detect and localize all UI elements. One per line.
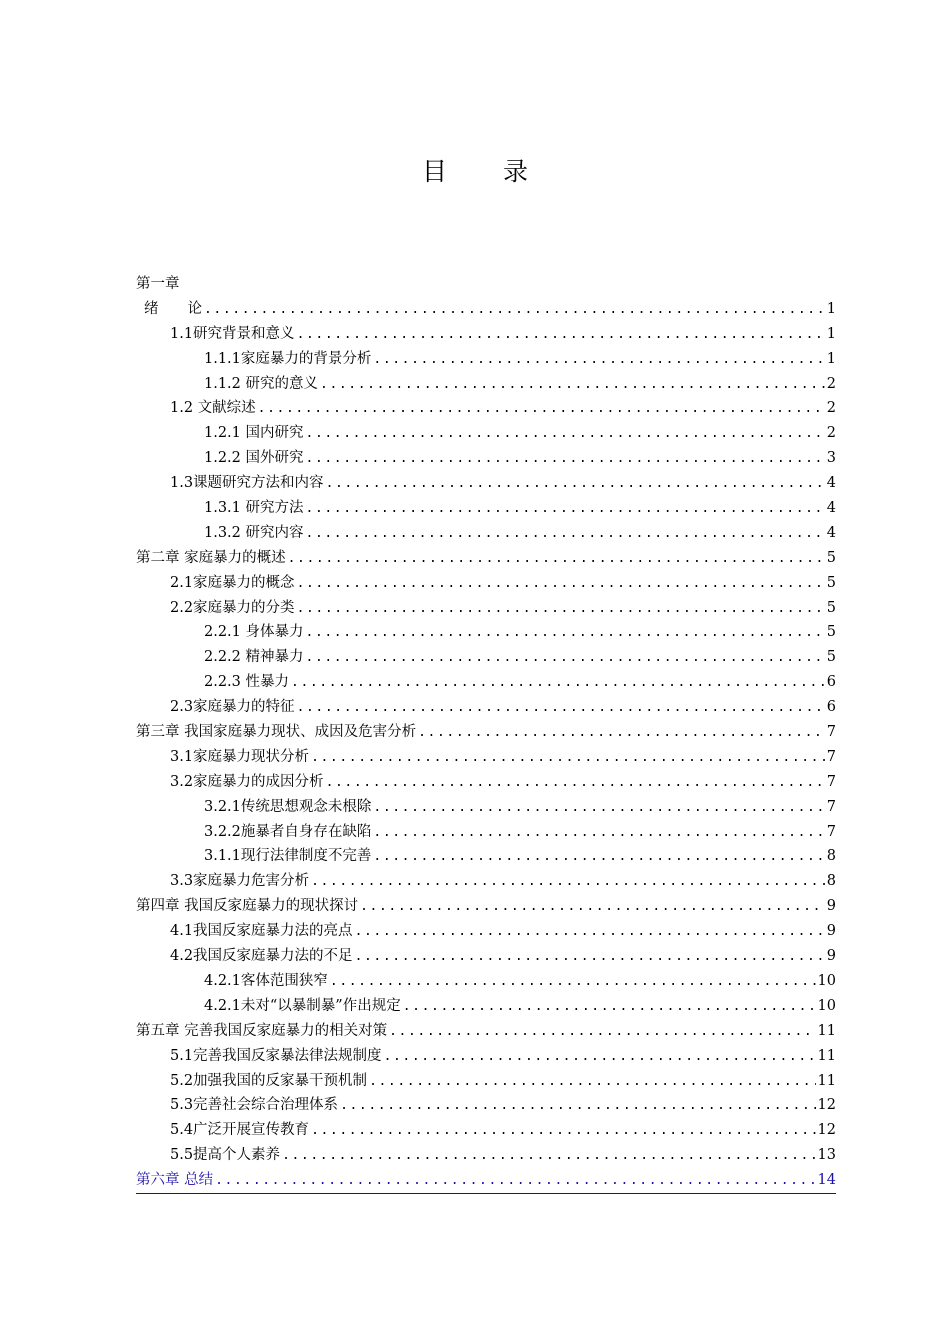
toc-entry[interactable] [136, 770, 836, 795]
toc-entry-label: 4.1我国反家庭暴力法的亮点 [170, 919, 355, 944]
dot-leader [355, 945, 825, 970]
dot-leader [373, 845, 824, 870]
toc-page-number: 14 [817, 1172, 836, 1189]
toc-entry-label: 1.2 文献综述 [170, 396, 258, 421]
toc-entry-label: 第三章 我国家庭暴力现状、成因及危害分析 [136, 720, 418, 745]
toc-entry[interactable] [136, 1069, 836, 1094]
toc-entry-label: 4.2我国反家庭暴力法的不足 [170, 944, 355, 969]
toc-entry-label: 5.3完善社会综合治理体系 [170, 1093, 340, 1118]
toc-entry[interactable] [136, 446, 836, 471]
toc-page-number: 10 [817, 972, 836, 989]
dot-leader [297, 323, 825, 348]
dot-leader [306, 646, 825, 671]
toc-entry-label: 3.1家庭暴力现状分析 [170, 745, 311, 770]
dot-leader [320, 373, 825, 398]
dot-leader [306, 422, 825, 447]
toc-entry-label: 第四章 我国反家庭暴力的现状探讨 [136, 894, 360, 919]
toc-entry-label: 1.3.1 研究方法 [204, 496, 306, 521]
toc-entry-label: 2.3家庭暴力的特征 [170, 695, 297, 720]
toc-entry-label: 3.2家庭暴力的成因分析 [170, 770, 326, 795]
toc-entry-label: 1.3.2 研究内容 [204, 521, 306, 546]
toc-entry[interactable] [136, 297, 836, 322]
dot-leader [373, 796, 824, 821]
toc-entry[interactable] [136, 347, 836, 372]
dot-leader [373, 821, 824, 846]
dot-leader [330, 970, 816, 995]
dot-leader [297, 572, 825, 597]
toc-entry[interactable] [136, 944, 836, 969]
toc-page-number: 11 [817, 1072, 836, 1089]
toc-entry[interactable] [136, 1019, 836, 1044]
toc-page-number: 8 [826, 873, 836, 890]
dot-leader [326, 472, 825, 497]
dot-leader [311, 1119, 815, 1144]
toc-entry-label: 1.1.2 研究的意义 [204, 372, 320, 397]
dot-leader [306, 522, 825, 547]
toc-entry[interactable] [136, 745, 836, 770]
dot-leader [258, 397, 825, 422]
toc-entry-label: 1.3课题研究方法和内容 [170, 471, 326, 496]
toc-page-number: 2 [826, 400, 836, 417]
toc-page-number: 11 [817, 1022, 836, 1039]
toc-entry-label: 5.5提高个人素养 [170, 1143, 282, 1168]
toc-entry[interactable] [136, 1093, 836, 1118]
toc-entry[interactable] [136, 396, 836, 421]
toc-entry-label: 2.2.2 精神暴力 [204, 645, 306, 670]
toc-page-number: 5 [826, 624, 836, 641]
toc-page-number: 10 [817, 997, 836, 1014]
toc-entry-label: 3.2.1传统思想观念未根除 [204, 795, 373, 820]
toc-entry-label: 3.1.1现行法律制度不完善 [204, 844, 373, 869]
toc-entry-chapter-1-heading [136, 272, 836, 297]
dot-leader [326, 771, 825, 796]
toc-entry-label: 2.1家庭暴力的概念 [170, 571, 297, 596]
dot-leader [306, 621, 825, 646]
toc-page-number: 9 [826, 948, 836, 965]
dot-leader [373, 348, 824, 373]
toc-entry[interactable] [136, 421, 836, 446]
toc-page-number: 6 [826, 674, 836, 691]
toc-entry[interactable] [136, 620, 836, 645]
toc-page-number: 12 [817, 1122, 836, 1139]
toc-entry-label: 1.1研究背景和意义 [170, 322, 297, 347]
dot-leader [288, 547, 825, 572]
toc-entry[interactable] [136, 471, 836, 496]
dot-leader [389, 1020, 815, 1045]
toc-page-number: 9 [826, 898, 836, 915]
toc-entry-label: 1.2.1 国内研究 [204, 421, 306, 446]
toc-entry[interactable] [136, 322, 836, 347]
toc-entry[interactable] [136, 919, 836, 944]
toc-page-number: 7 [826, 798, 836, 815]
toc-entry[interactable] [136, 571, 836, 596]
dot-leader [369, 1070, 815, 1095]
toc-page-number: 4 [826, 500, 836, 517]
page-title: 目 录 [422, 157, 552, 186]
toc-entry-label: 1.1.1家庭暴力的背景分析 [204, 347, 373, 372]
dot-leader [355, 920, 825, 945]
toc-entry[interactable] [136, 969, 836, 994]
dot-leader [311, 746, 825, 771]
toc-entry[interactable] [136, 596, 836, 621]
toc-entry[interactable] [136, 695, 836, 720]
toc-entry[interactable] [136, 720, 836, 745]
toc-entry-label: 2.2.1 身体暴力 [204, 620, 306, 645]
toc-page-number: 4 [826, 475, 836, 492]
toc-entry-label: 1.2.2 国外研究 [204, 446, 306, 471]
toc-entry[interactable] [136, 894, 836, 919]
toc-entry[interactable] [136, 795, 836, 820]
toc-entry-label: 3.2.2施暴者自身存在缺陷 [204, 820, 373, 845]
toc-entry-label: 第五章 完善我国反家庭暴力的相关对策 [136, 1019, 389, 1044]
dot-leader [291, 671, 825, 696]
toc-entry[interactable] [136, 670, 836, 695]
toc-page-number: 2 [826, 375, 836, 392]
toc-entry[interactable] [136, 1044, 836, 1069]
toc-entry-label: 绪 论 [144, 297, 204, 322]
toc-page-number: 1 [826, 325, 836, 342]
toc-entry-link[interactable] [136, 1168, 836, 1194]
dot-leader [384, 1045, 816, 1070]
dot-leader [306, 447, 825, 472]
toc-page-number: 7 [826, 724, 836, 741]
dot-leader [282, 1144, 815, 1169]
dot-leader [215, 1169, 815, 1194]
toc-entry-label: 2.2.3 性暴力 [204, 670, 291, 695]
toc-entry-label: 第二章 家庭暴力的概述 [136, 546, 288, 571]
dot-leader [360, 895, 825, 920]
toc-page-number: 5 [826, 649, 836, 666]
toc-page-number: 5 [826, 599, 836, 616]
toc-page-number: 4 [826, 524, 836, 541]
dot-leader [403, 995, 816, 1020]
toc-page-number: 12 [817, 1097, 836, 1114]
toc-page-number: 7 [826, 773, 836, 790]
toc-entry[interactable] [136, 645, 836, 670]
toc-page-number: 11 [817, 1047, 836, 1064]
dot-leader [311, 870, 825, 895]
toc-entry-label: 第六章 总结 [136, 1168, 215, 1193]
toc-page-number: 1 [826, 350, 836, 367]
toc-entry[interactable] [136, 1143, 836, 1168]
toc-page-number: 3 [826, 450, 836, 467]
toc-entry-label: 5.1完善我国反家暴法律法规制度 [170, 1044, 384, 1069]
toc-entry[interactable] [136, 869, 836, 894]
toc-page-number: 7 [826, 748, 836, 765]
dot-leader [204, 298, 825, 323]
toc-entry[interactable] [136, 546, 836, 571]
toc-entry[interactable] [136, 372, 836, 397]
dot-leader [306, 497, 825, 522]
toc-entry[interactable] [136, 496, 836, 521]
toc-page-number: 8 [826, 848, 836, 865]
toc-entry-label: 2.2家庭暴力的分类 [170, 596, 297, 621]
toc-entry-label: 5.2加强我国的反家暴干预机制 [170, 1069, 369, 1094]
toc-entry[interactable] [136, 994, 836, 1019]
toc-entry[interactable] [136, 1118, 836, 1143]
dot-leader [297, 696, 825, 721]
toc-page-number: 9 [826, 923, 836, 940]
table-of-contents [136, 272, 836, 1194]
dot-leader [418, 721, 825, 746]
dot-leader [340, 1094, 815, 1119]
toc-entry[interactable] [136, 844, 836, 869]
toc-page-number: 7 [826, 823, 836, 840]
toc-entry[interactable] [136, 521, 836, 546]
toc-page-number: 1 [826, 300, 836, 317]
toc-entry-label: 4.2.1未对“以暴制暴”作出规定 [204, 994, 403, 1019]
toc-page-number: 2 [826, 425, 836, 442]
toc-entry-label: 5.4广泛开展宣传教育 [170, 1118, 311, 1143]
toc-entry[interactable] [136, 820, 836, 845]
toc-entry-label: 3.3家庭暴力危害分析 [170, 869, 311, 894]
toc-page-number: 5 [826, 574, 836, 591]
toc-entry-label: 4.2.1客体范围狭窄 [204, 969, 330, 994]
toc-entry-label: 第一章 [136, 276, 180, 292]
toc-page-number: 13 [817, 1147, 836, 1164]
toc-page-number: 5 [826, 549, 836, 566]
toc-page-number: 6 [826, 699, 836, 716]
dot-leader [297, 597, 825, 622]
